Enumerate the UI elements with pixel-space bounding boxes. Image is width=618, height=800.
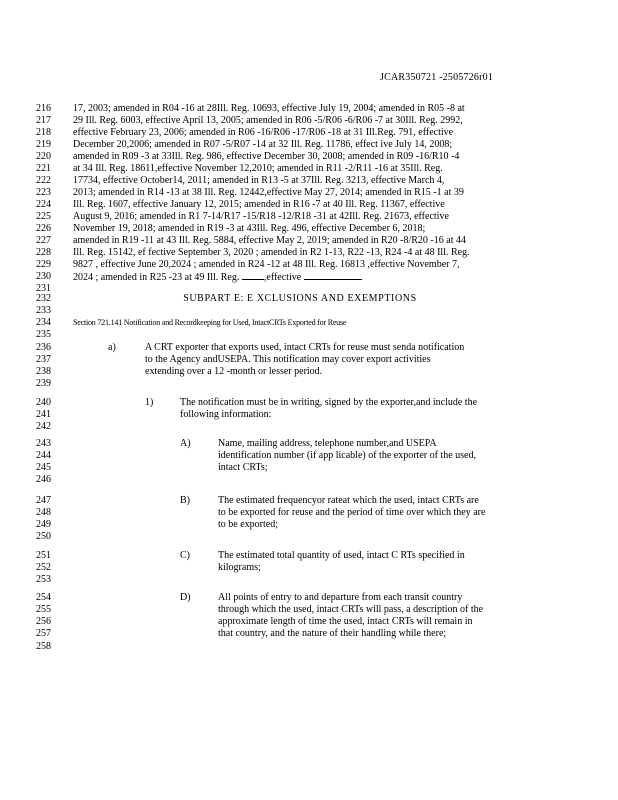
text-line (73, 187, 464, 198)
list-marker: a) (108, 342, 116, 353)
line-number: 240 (36, 397, 51, 408)
text-line (218, 438, 437, 449)
text-line (73, 163, 443, 174)
line-number: 253 (36, 574, 51, 585)
text-line (218, 628, 446, 639)
line-text: at 34 Ill. Reg. 18611,effective November 12,2010; amended in R11 -2/R11 -16 at 35Ill. Reg. (73, 163, 443, 174)
line-text: 9827 , effective June 20,2024 ; amended in R24 -12 at 48 Ill. Reg. 16813 ,effective November 7, (73, 259, 460, 270)
line-text: 2013; amended in R14 -13 at 38 Ill. Reg. 12442,effective May 27, 2014; amended in R15 -1 at 39 (73, 187, 464, 198)
line-number: 216 (36, 103, 51, 114)
text-line (180, 409, 271, 420)
line-number: 241 (36, 409, 51, 420)
text-line (73, 115, 463, 126)
text-line (145, 354, 431, 365)
line-text: 29 Ill. Reg. 6003, effective April 13, 2005; amended in R06 -5/R06 -6/R06 -7 at 30Ill. Reg. 2992, (73, 115, 463, 126)
text-line (73, 175, 444, 186)
line-number: 236 (36, 342, 51, 353)
line-text: Name, mailing address, telephone number,and USEPA (218, 438, 437, 449)
text-line (73, 235, 466, 246)
list-marker: 1) (145, 397, 154, 408)
text-line (218, 592, 462, 603)
line-number: 229 (36, 259, 51, 270)
line-number: 252 (36, 562, 51, 573)
line-text: intact CRTs; (218, 462, 268, 473)
line-text: SUBPART E: E XCLUSIONS AND EXEMPTIONS (183, 293, 417, 304)
text-line (73, 199, 445, 210)
line-number: 256 (36, 616, 51, 627)
text-line (73, 139, 452, 150)
line-number: 258 (36, 641, 51, 652)
line-text: Ill. Reg. 15142, ef fective September 3, 2020 ; amended in R2 1-13, R22 -13, R24 -4 at 48 Ill. Reg. (73, 247, 470, 258)
line-number: 239 (36, 378, 51, 389)
line-text: amended in R19 -11 at 43 Ill. Reg. 5884, effective May 2, 2019; amended in R20 -8/R20 -16 at 44 (73, 235, 466, 246)
section-heading (73, 317, 346, 328)
line-number: 237 (36, 354, 51, 365)
line-number: 230 (36, 271, 51, 282)
line-number: 226 (36, 223, 51, 234)
line-text: The estimated total quantity of used, intact C RTs specified in (218, 550, 465, 561)
blank-fill (242, 271, 264, 280)
text-line (218, 604, 483, 615)
line-number: 246 (36, 474, 51, 485)
text-line (180, 397, 477, 408)
text-line (73, 151, 459, 162)
line-number: 248 (36, 507, 51, 518)
line-text: Section 721.141 Notification and Recordkeeping for Used, IntactCRTs Exported for Reuse (73, 318, 347, 327)
list-marker: A) (180, 438, 191, 449)
line-text: A CRT exporter that exports used, intact CRTs for reuse must senda notification (145, 342, 465, 353)
line-number: 225 (36, 211, 51, 222)
line-number: 231 (36, 283, 51, 294)
line-text: amended in R09 -3 at 33Ill. Reg. 986, effective December 30, 2008; amended in R09 -16/R10 -4 (73, 151, 460, 162)
subpart-heading (0, 293, 600, 304)
line-number: 219 (36, 139, 51, 150)
line-text: identification number (if app licable) of the exporter of the used, (218, 450, 476, 461)
line-number: 227 (36, 235, 51, 246)
line-text: August 9, 2016; amended in R1 7-14/R17 -15/R18 -12/R18 -31 at 42Ill. Reg. 21673, effective (73, 211, 449, 222)
line-number: 247 (36, 495, 51, 506)
line-number: 250 (36, 531, 51, 542)
line-text: All points of entry to and departure from each transit country (218, 592, 463, 603)
text-line (218, 550, 465, 561)
line-number: 233 (36, 305, 51, 316)
line-number: 249 (36, 519, 51, 530)
line-tail: ,effective (263, 272, 302, 283)
line-number: 255 (36, 604, 51, 615)
line-number: 228 (36, 247, 51, 258)
line-text: following information: (180, 409, 272, 420)
line-number: 220 (36, 151, 51, 162)
line-text: extending over a 12 -month or lesser period. (145, 366, 323, 377)
line-number: 245 (36, 462, 51, 473)
line-number: 257 (36, 628, 51, 639)
line-number: 222 (36, 175, 51, 186)
line-text: to be exported for reuse and the period of time over which they are (218, 507, 486, 518)
line-text: The estimated frequencyor rateat which the used, intact CRTs are (218, 495, 479, 506)
text-line (218, 462, 268, 473)
line-text: effective February 23, 2006; amended in R06 -16/R06 -17/R06 -18 at 31 Ill.Reg. 791, effective (73, 127, 454, 138)
line-text: through which the used, intact CRTs will pass, a description of the (218, 604, 484, 615)
blank-fill (304, 271, 362, 280)
document-code: JCAR350721 -2505726r01 (380, 72, 494, 83)
line-number: 238 (36, 366, 51, 377)
line-number: 242 (36, 421, 51, 432)
text-line (218, 495, 479, 506)
text-line (73, 271, 362, 283)
text-line (73, 211, 449, 222)
line-number: 223 (36, 187, 51, 198)
text-line (218, 507, 485, 518)
text-line (218, 519, 278, 530)
line-text: to the Agency andUSEPA. This notification may cover export activities (145, 354, 431, 365)
text-line (218, 562, 261, 573)
line-number: 221 (36, 163, 51, 174)
line-text: kilograms; (218, 562, 261, 573)
list-marker: C) (180, 550, 190, 561)
text-line (145, 366, 322, 377)
line-number: 218 (36, 127, 51, 138)
line-number: 243 (36, 438, 51, 449)
text-line (73, 103, 465, 114)
list-marker: B) (180, 495, 190, 506)
line-text: approximate length of time the used, intact CRTs will remain in (218, 616, 473, 627)
line-text: December 20,2006; amended in R07 -5/R07 -14 at 32 Ill. Reg. 11786, effect ive July 14, 2008; (73, 139, 453, 150)
line-number: 224 (36, 199, 51, 210)
line-text: 17734, effective October14, 2011; amended in R13 -5 at 37Ill. Reg. 3213, effective March 4, (73, 175, 445, 186)
line-text: to be exported; (218, 519, 278, 530)
list-marker: D) (180, 592, 191, 603)
line-number: 244 (36, 450, 51, 461)
line-text: 2024 ; amended in R25 -23 at 49 Ill. Reg. (73, 272, 240, 283)
line-text: November 19, 2018; amended in R19 -3 at 43Ill. Reg. 496, effective December 6, 2018; (73, 223, 426, 234)
line-number: 251 (36, 550, 51, 561)
text-line (73, 223, 425, 234)
line-text: Ill. Reg. 1607, effective January 12, 2015; amended in R16 -7 at 40 Ill. Reg. 11367, effective (73, 199, 445, 210)
line-text: that country, and the nature of their handling while there; (218, 628, 447, 639)
text-line (218, 616, 472, 627)
line-number: 232 (36, 293, 51, 304)
text-line (73, 127, 453, 138)
line-number: 234 (36, 317, 51, 328)
line-number: 254 (36, 592, 51, 603)
line-text: 17, 2003; amended in R04 -16 at 28Ill. Reg. 10693, effective July 19, 2004; amended in R05 -8 at (73, 103, 465, 114)
line-number: 217 (36, 115, 51, 126)
line-number: 235 (36, 329, 51, 340)
text-line (218, 450, 476, 461)
text-line (73, 259, 459, 270)
line-text: The notification must be in writing, signed by the exporter,and include the (180, 397, 478, 408)
text-line (145, 342, 464, 353)
text-line (73, 247, 470, 258)
